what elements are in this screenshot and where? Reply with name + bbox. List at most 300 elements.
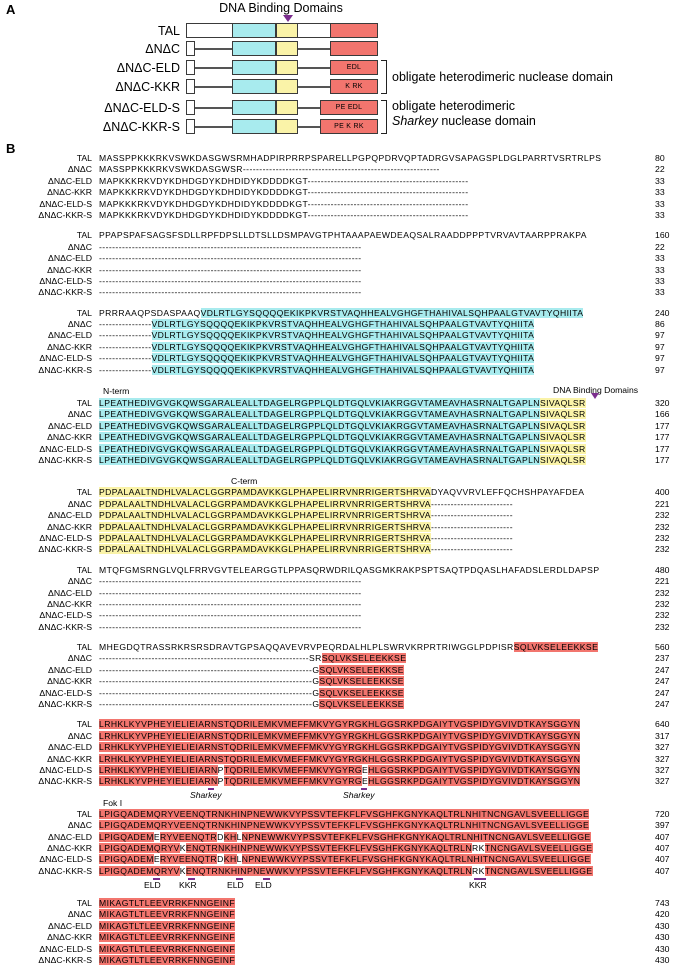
- bracket-label-sharkey-line1: obligate heterodimeric: [392, 99, 515, 113]
- alignment-sequence: LPEATHEDIVGVGKQWSGARALEALLTDAGELRGPPLQLDTGQLVKIAKRGGVTAMEAVHASRNALTGAPLNSIVAQLSR: [99, 409, 586, 420]
- alignment-row-label: ΔNΔC-KKR: [47, 187, 92, 198]
- alignment-position-number: 33: [655, 175, 665, 186]
- alignment-sequence: PDPALAALTNDHLVALACLGGRPAMDAVKKGLPHAPELIRRVNRRIGERTSHRVA-------------------------: [99, 544, 513, 555]
- alignment-row: [0, 398, 680, 409]
- alignment-row-label: ΔNΔC-KKR-S: [38, 454, 92, 465]
- alignment-position-number: 33: [655, 275, 665, 286]
- alignment-row-label: ΔNΔC-ELD-S: [39, 687, 92, 698]
- alignment-row-label: ΔNΔC: [67, 409, 92, 420]
- alignment-sequence: MAPKKKRKVDYKDHDGDYKDHDIDYKDDDDKGT-------------------------------------------------: [99, 198, 469, 209]
- construct-label: ΔNΔC-ELD: [116, 61, 180, 75]
- alignment-sequence: -----------------------------------------------------------------GSQLVKSELEEKKSE: [99, 699, 404, 710]
- alignment-sequence: LPEATHEDIVGVGKQWSGARALEALLTDAGELRGPPLQLDTGQLVKIAKRGGVTAMEAVHASRNALTGAPLNSIVAQLSR: [99, 420, 586, 431]
- segment-white-stub: [186, 119, 195, 134]
- alignment-position-number: 160: [655, 230, 670, 241]
- alignment-position-number: 232: [655, 610, 670, 621]
- alignment-row: [0, 533, 680, 544]
- alignment-sequence: MIKAGTLTLEEVRRKFNNGEINF: [99, 955, 236, 966]
- alignment-row-label: TAL: [76, 898, 92, 909]
- alignment-position-number: 33: [655, 198, 665, 209]
- alignment-row-label: ΔNΔC-KKR: [47, 753, 92, 764]
- alignment-row-label: ΔNΔC-ELD: [48, 831, 92, 842]
- alignment-block: [0, 475, 680, 555]
- alignment-row: [0, 854, 680, 865]
- alignment-row-label: ΔNΔC-KKR: [47, 264, 92, 275]
- alignment-row-label: ΔNΔC: [67, 730, 92, 741]
- alignment-position-number: 743: [655, 898, 670, 909]
- alignment-row-label: TAL: [76, 487, 92, 498]
- alignment-row: [0, 955, 680, 966]
- alignment-row-label: ΔNΔC: [67, 498, 92, 509]
- alignment-position-number: 33: [655, 287, 665, 298]
- alignment-row: [0, 776, 680, 787]
- alignment-row-label: ΔNΔC-ELD: [48, 664, 92, 675]
- alignment-row: [0, 866, 680, 877]
- alignment-row-label: ΔNΔC-KKR-S: [38, 209, 92, 220]
- construct-label: ΔNΔC-ELD-S: [104, 101, 180, 115]
- bracket-sharkey-nuclease: [381, 100, 387, 134]
- alignment-row: [0, 409, 680, 420]
- segment-red-label: PE K RK: [334, 123, 364, 130]
- alignment-row-label: ΔNΔC-ELD: [48, 253, 92, 264]
- construct-label: ΔNΔC: [145, 42, 180, 56]
- alignment-row-label: TAL: [76, 230, 92, 241]
- segment-red-label: PE EDL: [335, 104, 363, 111]
- block-annotation: DNA Binding Domains: [553, 385, 639, 396]
- alignment-sequence: --------------------------------------------------------------------------------: [99, 610, 362, 621]
- alignment-sequence: LRHKLKYVPHEYIELIEIARNPTQDRILEMKVMEFFMKVYGYRGEHLGGSRKPDGAIYTVGSPIDYGVIVDTKAYSGGYN: [99, 776, 581, 787]
- alignment-position-number: 22: [655, 164, 665, 175]
- alignment-sequence: LPIGQADEMERYVEENQTRDKHLNPNEWWKVYPSSVTEFKFLFVSGHFKGNYKAQLTRLNHITNCNGAVLSVEELLIGGE: [99, 831, 591, 842]
- alignment-row-label: TAL: [76, 808, 92, 819]
- alignment-row-label: ΔNΔC-ELD-S: [39, 275, 92, 286]
- block-annotation: Fok I: [103, 797, 123, 808]
- alignment-row-label: ΔNΔC-ELD: [48, 420, 92, 431]
- alignment-row-label: ΔNΔC-ELD: [48, 175, 92, 186]
- alignment-row-label: ΔNΔC-KKR: [47, 521, 92, 532]
- alignment-sequence: PDPALAALTNDHLVALACLGGRPAMDAVKKGLPHAPELIRRVNRRIGERTSHRVA-------------------------: [99, 498, 513, 509]
- alignment-sequence: --------------------------------------------------------------------------------: [99, 576, 362, 587]
- alignment-position-number: 166: [655, 409, 670, 420]
- panel-b: [0, 143, 680, 965]
- alignment-position-number: 80: [655, 153, 665, 163]
- alignment-sequence: --------------------------------------------------------------------------------: [99, 621, 362, 632]
- alignment-row-label: ΔNΔC-KKR: [47, 598, 92, 609]
- alignment-row: [0, 754, 680, 765]
- alignment-position-number: 33: [655, 209, 665, 220]
- alignment-row-label: ΔNΔC: [67, 319, 92, 330]
- alignment-row: [0, 176, 680, 187]
- alignment-row: [0, 210, 680, 221]
- alignment-row: [0, 287, 680, 298]
- alignment-position-number: 247: [655, 664, 670, 675]
- alignment-position-number: 240: [655, 307, 670, 318]
- alignment-row: [0, 653, 680, 664]
- construct-row-tal: [0, 23, 680, 39]
- alignment-row-label: TAL: [76, 719, 92, 730]
- construct-row-kkr-s: [0, 119, 680, 135]
- bracket-heterodimeric-nuclease: [381, 60, 387, 94]
- alignment-row-label: TAL: [76, 642, 92, 653]
- alignment-row: [0, 265, 680, 276]
- bracket-label-sharkey-line2: [392, 114, 536, 129]
- alignment-sequence: ----------------VDLRTLGYSQQQQEKIKPKVRSTVAQHHEALVGHGFTHAHIVALSQHPAALGTVAVTYQHIITA: [99, 319, 535, 330]
- alignment-position-number: 430: [655, 943, 670, 954]
- alignment-row-label: ΔNΔC-KKR-S: [38, 699, 92, 710]
- alignment-row-label: TAL: [76, 307, 92, 318]
- alignment-sequence: ----------------------------------------------------------------SRSQLVKSELEEKKSE: [99, 653, 407, 664]
- alignment-row: [0, 765, 680, 776]
- alignment-sequence: PDPALAALTNDHLVALACLGGRPAMDAVKKGLPHAPELIRRVNRRIGERTSHRVA-------------------------: [99, 510, 513, 521]
- alignment-block: [0, 385, 680, 466]
- alignment-row-label: ΔNΔC-KKR-S: [38, 364, 92, 375]
- alignment-sequence: --------------------------------------------------------------------------------: [99, 264, 362, 275]
- alignment-row-label: ΔNΔC-ELD-S: [39, 198, 92, 209]
- alignment-row-label: ΔNΔC: [67, 820, 92, 831]
- alignment-row: [0, 319, 680, 330]
- segment-cyan: [232, 23, 276, 38]
- alignment-sequence: LPIGQADEMQRYVEENQTRNKHINPNEWWKVYPSSVTEFKFLFVSGHFKGNYKAQLTRLNHITNCNGAVLSVEELLIGGE: [99, 808, 590, 819]
- alignment-position-number: 317: [655, 730, 670, 741]
- alignment-sequence: MIKAGTLTLEEVRRKFNNGEINF: [99, 943, 236, 954]
- alignment-row-label: ΔNΔC-KKR-S: [38, 865, 92, 876]
- alignment-row-label: ΔNΔC-KKR: [47, 676, 92, 687]
- alignment-row: [0, 276, 680, 287]
- alignment-row: [0, 599, 680, 610]
- alignment-sequence: --------------------------------------------------------------------------------: [99, 287, 362, 298]
- alignment-row-label: ΔNΔC-ELD: [48, 510, 92, 521]
- alignment-position-number: 33: [655, 253, 665, 264]
- alignment-sequence: LRHKLKYVPHEYIELIEIARNSTQDRILEMKVMEFFMKVYGYRGKHLGGSRKPDGAIYTVGSPIDYGVIVDTKAYSGGYN: [99, 753, 581, 764]
- alignment-block: [0, 153, 680, 221]
- alignment-row: [0, 832, 680, 843]
- alignment-row: [0, 164, 680, 175]
- sharkey-italic: Sharkey: [392, 114, 438, 128]
- alignment-sequence: PDPALAALTNDHLVALACLGGRPAMDAVKKGLPHAPELIRRVNRRIGERTSHRVA-------------------------: [99, 532, 513, 543]
- alignment-row-label: ΔNΔC-KKR-S: [38, 287, 92, 298]
- alignment-position-number: 327: [655, 742, 670, 753]
- alignment-sequence: LPEATHEDIVGVGKQWSGARALEALLTDAGELRGPPLQLDTGQLVKIAKRGGVTAMEAVHASRNALTGAPLNSIVAQLSR: [99, 432, 586, 443]
- alignment-row-label: ΔNΔC-KKR: [47, 432, 92, 443]
- alignment-position-number: 397: [655, 820, 670, 831]
- alignment-block: [0, 797, 680, 889]
- alignment-sequence: MIKAGTLTLEEVRRKFNNGEINF: [99, 932, 236, 943]
- alignment-position-number: 221: [655, 576, 670, 587]
- alignment-position-number: 420: [655, 909, 670, 920]
- alignment-sequence: --------------------------------------------------------------------------------: [99, 253, 362, 264]
- segment-cyan: [232, 60, 276, 75]
- alignment-row: [0, 421, 680, 432]
- segment-cyan: [232, 100, 276, 115]
- alignment-position-number: 221: [655, 498, 670, 509]
- panel-a-letter: A: [6, 2, 16, 17]
- alignment-position-number: 320: [655, 398, 670, 409]
- alignment-position-number: 232: [655, 532, 670, 543]
- segment-red: [330, 23, 378, 38]
- alignment-row: [0, 308, 680, 319]
- segment-red-label: EDL: [346, 64, 362, 71]
- alignment-position-number: 247: [655, 676, 670, 687]
- alignment-row: [0, 187, 680, 198]
- alignment-sequence: MIKAGTLTLEEVRRKFNNGEINF: [99, 909, 236, 920]
- alignment-sequence: ----------------VDLRTLGYSQQQQEKIKPKVRSTVAQHHEALVGHGFTHAHIVALSQHPAALGTVAVTYQHIITA: [99, 330, 535, 341]
- alignment-position-number: 97: [655, 330, 665, 341]
- alignment-row-label: TAL: [76, 564, 92, 575]
- alignment-row-label: ΔNΔC: [67, 164, 92, 175]
- alignment-sequence: MAPKKKRKVDYKDHDGDYKDHDIDYKDDDDKGT-------------------------------------------------: [99, 175, 469, 186]
- alignment-row: [0, 843, 680, 854]
- alignment-block: [0, 642, 680, 710]
- dna-binding-domain-marker-icon: [283, 15, 293, 22]
- alignment-row-label: ΔNΔC-ELD: [48, 742, 92, 753]
- alignment-position-number: 177: [655, 443, 670, 454]
- alignment-row-label: ΔNΔC-ELD-S: [39, 764, 92, 775]
- alignment-row: [0, 565, 680, 576]
- alignment-row-label: ΔNΔC-KKR-S: [38, 955, 92, 966]
- alignment-row-label: ΔNΔC-ELD-S: [39, 854, 92, 865]
- bracket-label-heterodimeric-nuclease: obligate heterodimeric nuclease domain: [392, 70, 613, 84]
- block-annotation: N-term: [103, 386, 130, 397]
- alignment-sequence: LRHKLKYVPHEYIELIEIARNSTQDRILEMKVMEFFMKVYGYRGKHLGGSRKPDGAIYTVGSPIDYGVIVDTKAYSGGYN: [99, 742, 581, 753]
- block-annotation: Sharkey: [343, 790, 375, 801]
- construct-row-dndc: [0, 41, 680, 57]
- alignment-row: [0, 820, 680, 831]
- alignment-position-number: 97: [655, 341, 665, 352]
- segment-cyan: [232, 41, 276, 56]
- segment-white-stub: [186, 79, 195, 94]
- segment-red-label: K RK: [345, 83, 363, 90]
- alignment-position-number: 237: [655, 653, 670, 664]
- alignment-position-number: 407: [655, 842, 670, 853]
- alignment-row: [0, 719, 680, 730]
- alignment-block: [0, 719, 680, 801]
- segment-cyan: [232, 79, 276, 94]
- alignment-row-label: ΔNΔC-ELD: [48, 330, 92, 341]
- alignment-row: [0, 522, 680, 533]
- alignment-sequence: LPIGQADEMQRYVKENQTRNKHINPNEWWKVYPSSVTEFKFLFVSGHFKGNYKAQLTRLNRKTNCNGAVLSVEELLIGGE: [99, 865, 593, 876]
- alignment-position-number: 232: [655, 510, 670, 521]
- alignment-position-number: 86: [655, 319, 665, 330]
- alignment-block: [0, 898, 680, 966]
- alignment-sequence: --------------------------------------------------------------------------------: [99, 275, 362, 286]
- panel-b-letter: B: [6, 141, 16, 156]
- alignment-row: [0, 809, 680, 820]
- alignment-sequence: ----------------VDLRTLGYSQQQQEKIKPKVRSTVAQHHEALVGHGFTHAHIVALSQHPAALGTVAVTYQHIITA: [99, 364, 535, 375]
- alignment-row: [0, 544, 680, 555]
- alignment-row: [0, 610, 680, 621]
- alignment-position-number: 33: [655, 264, 665, 275]
- alignment-row: [0, 153, 680, 164]
- segment-white-stub: [186, 100, 195, 115]
- alignment-row-label: ΔNΔC-ELD-S: [39, 610, 92, 621]
- alignment-sequence: MTQFGMSRNGLVQLFRRVGVTELEARGGTLPPASQRWDRILQASGMKRAKPSPTSAQTPDQASLHAFADSLERDLDAPSP: [99, 564, 600, 575]
- alignment-position-number: 480: [655, 564, 670, 575]
- alignment-position-number: 640: [655, 719, 670, 730]
- alignment-row: [0, 588, 680, 599]
- alignment-row: [0, 944, 680, 955]
- segment-yellow: [276, 79, 298, 94]
- alignment-row: [0, 499, 680, 510]
- alignment-position-number: 430: [655, 920, 670, 931]
- alignment-position-number: 560: [655, 642, 670, 653]
- alignment-row: [0, 510, 680, 521]
- segment-yellow: [276, 100, 298, 115]
- alignment-position-number: 232: [655, 587, 670, 598]
- segment-yellow: [276, 119, 298, 134]
- alignment-position-number: 720: [655, 808, 670, 819]
- alignment-row-label: ΔNΔC-KKR-S: [38, 621, 92, 632]
- alignment-sequence: ----------------VDLRTLGYSQQQQEKIKPKVRSTVAQHHEALVGHGFTHAHIVALSQHPAALGTVAVTYQHIITA: [99, 353, 535, 364]
- segment-yellow: [276, 41, 298, 56]
- alignment-row-label: ΔNΔC-ELD-S: [39, 943, 92, 954]
- block-annotation: ELD: [144, 879, 161, 890]
- sharkey-rest: nuclease domain: [437, 114, 536, 128]
- alignment-row: [0, 487, 680, 498]
- alignment-position-number: 247: [655, 687, 670, 698]
- alignment-position-number: 407: [655, 865, 670, 876]
- alignment-position-number: 22: [655, 241, 665, 252]
- alignment-row-label: ΔNΔC: [67, 241, 92, 252]
- construct-label: TAL: [158, 24, 180, 38]
- alignment-position-number: 33: [655, 187, 665, 198]
- segment-yellow: [276, 60, 298, 75]
- alignment-position-number: 232: [655, 598, 670, 609]
- alignment-row: [0, 909, 680, 920]
- alignment-sequence: MAPKKKRKVDYKDHDGDYKDHDIDYKDDDDKGT-------------------------------------------------: [99, 209, 469, 220]
- alignment-row-label: ΔNΔC-ELD-S: [39, 353, 92, 364]
- alignment-sequence: MIKAGTLTLEEVRRKFNNGEINF: [99, 898, 236, 909]
- alignment-sequence: LRHKLKYVPHEYIELIEIARNSTQDRILEMKVMEFFMKVYGYRGKHLGGSRKPDGAIYTVGSPIDYGVIVDTKAYSGGYN: [99, 719, 581, 730]
- segment-yellow: [276, 23, 298, 38]
- alignment-sequence: -----------------------------------------------------------------GSQLVKSELEEKKSE: [99, 676, 404, 687]
- alignment-row-label: ΔNΔC-KKR: [47, 932, 92, 943]
- alignment-position-number: 177: [655, 420, 670, 431]
- alignment-row: [0, 432, 680, 443]
- alignment-row-label: TAL: [76, 398, 92, 409]
- alignment-row: [0, 921, 680, 932]
- alignment-row-label: ΔNΔC-KKR: [47, 842, 92, 853]
- alignment-row: [0, 731, 680, 742]
- alignment-row: [0, 199, 680, 210]
- alignment-position-number: 400: [655, 487, 670, 498]
- alignment-position-number: 407: [655, 831, 670, 842]
- segment-cyan: [232, 119, 276, 134]
- block-annotation: ELD: [255, 879, 272, 890]
- panel-a: [0, 0, 680, 140]
- alignment-row: [0, 898, 680, 909]
- construct-label: ΔNΔC-KKR-S: [102, 120, 180, 134]
- alignment-row: [0, 699, 680, 710]
- alignment-sequence: MASSPPKKKRKVSWKDASGWSRMHADPIRPRRPSPARELLPGPQPDRVQPTADRGVSAPAGSPLDGLPARRTVSRTRLPS: [99, 153, 602, 163]
- alignment-sequence: PDPALAALTNDHLVALACLGGRPAMDAVKKGLPHAPELIRRVNRRIGERTSHRVA-------------------------: [99, 521, 513, 532]
- alignment-position-number: 247: [655, 699, 670, 710]
- alignment-sequence: MASSPPKKKRKVSWKDASGWSR------------------------------------------------------------: [99, 164, 440, 175]
- alignment-sequence: --------------------------------------------------------------------------------: [99, 587, 362, 598]
- alignment-row-label: ΔNΔC-ELD: [48, 920, 92, 931]
- construct-row-eld-s: [0, 100, 680, 116]
- block-annotation: KKR: [469, 879, 487, 890]
- block-annotation: Sharkey: [190, 790, 222, 801]
- alignment-sequence: PRRRAAQPSDASPAAQVDLRTLGYSQQQQEKIKPKVRSTVAQHHEALVGHGFTHAHIVALSQHPAALGTVAVTYQHIITA: [99, 307, 584, 318]
- alignment-row-label: ΔNΔC-ELD: [48, 587, 92, 598]
- alignment-sequence: --------------------------------------------------------------------------------: [99, 241, 362, 252]
- alignment-row: [0, 642, 680, 653]
- alignment-sequence: -----------------------------------------------------------------GSQLVKSELEEKKSE: [99, 664, 404, 675]
- alignment-position-number: 327: [655, 776, 670, 787]
- alignment-position-number: 232: [655, 521, 670, 532]
- alignment-row: [0, 665, 680, 676]
- alignment-sequence: LPEATHEDIVGVGKQWSGARALEALLTDAGELRGPPLQLDTGQLVKIAKRGGVTAMEAVHASRNALTGAPLNSIVAQLSR: [99, 454, 586, 465]
- alignment-sequence: LRHKLKYVPHEYIELIEIARNPTQDRILEMKVMEFFMKVYGYRGEHLGGSRKPDGAIYTVGSPIDYGVIVDTKAYSGGYN: [99, 764, 581, 775]
- alignment-row: [0, 242, 680, 253]
- alignment-row: [0, 455, 680, 466]
- alignment-sequence: LPIGQADEMQRYVKENQTRNKHINPNEWWKVYPSSVTEFKFLFVSGHFKGNYKAQLTRLNRKTNCNGAVLSVEELLIGGE: [99, 842, 593, 853]
- alignment-position-number: 430: [655, 955, 670, 966]
- alignment-position-number: 177: [655, 454, 670, 465]
- alignment-sequence: MHEGDQTRASSRKRSRSDRAVTGPSAQQAVEVRVPEQRDALHLPLSWRVKRPRTRIWGGLPDPISRSQLVKSELEEKKSE: [99, 642, 599, 653]
- alignment-sequence: PDPALAALTNDHLVALACLGGRPAMDAVKKGLPHAPELIRRVNRRIGERTSHRVADYAQVVRVLEFFQCHSHPAYAFDEA: [99, 487, 585, 498]
- alignment-position-number: 177: [655, 432, 670, 443]
- alignment-row: [0, 342, 680, 353]
- alignment-sequence: LPEATHEDIVGVGKQWSGARALEALLTDAGELRGPPLQLDTGQLVKIAKRGGVTAMEAVHASRNALTGAPLNSIVAQLSR: [99, 443, 586, 454]
- alignment-row-label: ΔNΔC-KKR-S: [38, 776, 92, 787]
- alignment-position-number: 327: [655, 764, 670, 775]
- alignment-position-number: 97: [655, 364, 665, 375]
- alignment-row-label: ΔNΔC: [67, 653, 92, 664]
- alignment-sequence: LRHKLKYVPHEYIELIEIARNSTQDRILEMKVMEFFMKVYGYRGKHLGGSRKPDGAIYTVGSPIDYGVIVDTKAYSGGYN: [99, 730, 581, 741]
- alignment-sequence: LPIGQADEMQRYVEENQTRNKHINPNEWWKVYPSSVTEFKFLFVSGHFKGNYKAQLTRLNHITNCNGAVLSVEELLIGGE: [99, 820, 590, 831]
- alignment-sequence: -----------------------------------------------------------------GSQLVKSELEEKKSE: [99, 687, 404, 698]
- alignment-row: [0, 576, 680, 587]
- alignment-row-label: ΔNΔC: [67, 576, 92, 587]
- annotation-marker-icon: [591, 393, 599, 399]
- alignment-row-label: ΔNΔC-KKR: [47, 341, 92, 352]
- alignment-sequence: LPIGQADEMERYVEENQTRDKHLNPNEWWKVYPSSVTEFKFLFVSGHFKGNYKAQLTRLNHITNCNGAVLSVEELLIGGE: [99, 854, 591, 865]
- alignment-row: [0, 622, 680, 633]
- alignment-row-label: TAL: [76, 153, 92, 163]
- block-annotation: KKR: [179, 879, 197, 890]
- alignment-row: [0, 688, 680, 699]
- alignment-row: [0, 230, 680, 241]
- alignment-row: [0, 330, 680, 341]
- block-annotation: C-term: [231, 476, 258, 487]
- alignment-row-label: ΔNΔC-ELD-S: [39, 532, 92, 543]
- alignment-block: [0, 565, 680, 633]
- alignment-row: [0, 365, 680, 376]
- dna-binding-domains-title: DNA Binding Domains: [219, 1, 343, 15]
- alignment-position-number: 430: [655, 932, 670, 943]
- alignment-block: [0, 230, 680, 298]
- alignment-sequence: LPEATHEDIVGVGKQWSGARALEALLTDAGELRGPPLQLDTGQLVKIAKRGGVTAMEAVHASRNALTGAPLNSIVAQLSR: [99, 398, 586, 409]
- alignment-position-number: 232: [655, 544, 670, 555]
- alignment-row-label: ΔNΔC-KKR-S: [38, 544, 92, 555]
- construct-label: ΔNΔC-KKR: [115, 80, 180, 94]
- segment-red: [330, 41, 378, 56]
- alignment-row: [0, 932, 680, 943]
- alignment-row: [0, 353, 680, 364]
- segment-white-stub: [186, 41, 195, 56]
- alignment-sequence: MIKAGTLTLEEVRRKFNNGEINF: [99, 920, 236, 931]
- alignment-row-label: ΔNΔC-ELD-S: [39, 443, 92, 454]
- alignment-sequence: PPAPSPAFSAGSFSDLLRPFDPSLLDTSLLDSMPAVGTPHTAAAPAEWDEAQSALRAADDPPPTVRVAVTAARPPRAKPA: [99, 230, 587, 241]
- alignment-container: [0, 153, 680, 966]
- block-annotation: ELD: [227, 879, 244, 890]
- alignment-block: [0, 308, 680, 376]
- alignment-row: [0, 742, 680, 753]
- alignment-position-number: 232: [655, 621, 670, 632]
- alignment-sequence: --------------------------------------------------------------------------------: [99, 598, 362, 609]
- alignment-row: [0, 676, 680, 687]
